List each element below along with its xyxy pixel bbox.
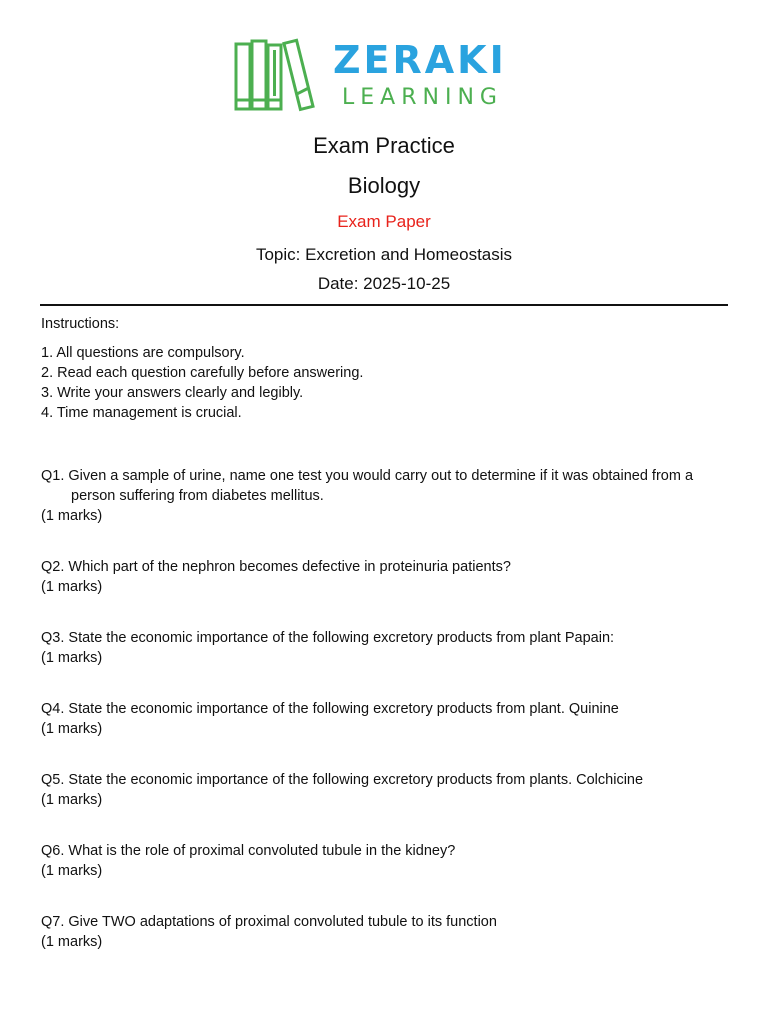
subject-title: Biology	[347, 173, 421, 198]
question-marks: (1 marks)	[41, 721, 103, 737]
question-5	[41, 770, 731, 810]
question-marks: (1 marks)	[41, 579, 103, 595]
question-3	[41, 628, 731, 668]
question-text: Q4. State the economic importance of the following excretory products from plant. Quinine	[41, 701, 619, 717]
question-4	[41, 699, 731, 739]
question-2	[41, 557, 731, 597]
date-line: Date: 2025-10-25	[317, 274, 451, 293]
instruction-item: 3. Write your answers clearly and legibly.	[41, 385, 304, 401]
paper-label: Exam Paper	[337, 212, 431, 231]
books-icon	[233, 38, 323, 113]
instruction-item: 1. All questions are compulsory.	[41, 345, 245, 361]
questions-section	[41, 466, 731, 983]
brand-name: ZERAKI	[333, 38, 507, 82]
instruction-item: 2. Read each question carefully before answering.	[41, 365, 364, 381]
topic-line: Topic: Excretion and Homeostasis	[255, 245, 513, 264]
header-divider	[40, 304, 728, 306]
question-text: Q1. Given a sample of urine, name one test you would carry out to determine if it was obtained from a person suffering from diabetes mellitus.	[41, 468, 694, 504]
question-text: Q7. Give TWO adaptations of proximal convoluted tubule to its function	[41, 914, 497, 930]
zeraki-logo	[233, 38, 543, 113]
exam-title: Exam Practice	[313, 133, 455, 158]
instructions-list	[41, 343, 363, 423]
question-marks: (1 marks)	[41, 863, 103, 879]
instructions-title: Instructions:	[41, 316, 120, 332]
instruction-item: 4. Time management is crucial.	[41, 405, 242, 421]
question-7	[41, 912, 731, 952]
question-text: Q6. What is the role of proximal convoluted tubule in the kidney?	[41, 843, 456, 859]
question-1	[41, 466, 731, 526]
question-marks: (1 marks)	[41, 650, 103, 666]
question-text: Q2. Which part of the nephron becomes defective in proteinuria patients?	[41, 559, 511, 575]
question-marks: (1 marks)	[41, 934, 103, 950]
brand-subtitle: LEARNING	[342, 85, 503, 110]
question-marks: (1 marks)	[41, 508, 103, 524]
question-6	[41, 841, 731, 881]
question-marks: (1 marks)	[41, 792, 103, 808]
question-text: Q3. State the economic importance of the following excretory products from plant Papain:	[41, 630, 615, 646]
question-text: Q5. State the economic importance of the following excretory products from plants. Colchicine	[41, 772, 644, 788]
